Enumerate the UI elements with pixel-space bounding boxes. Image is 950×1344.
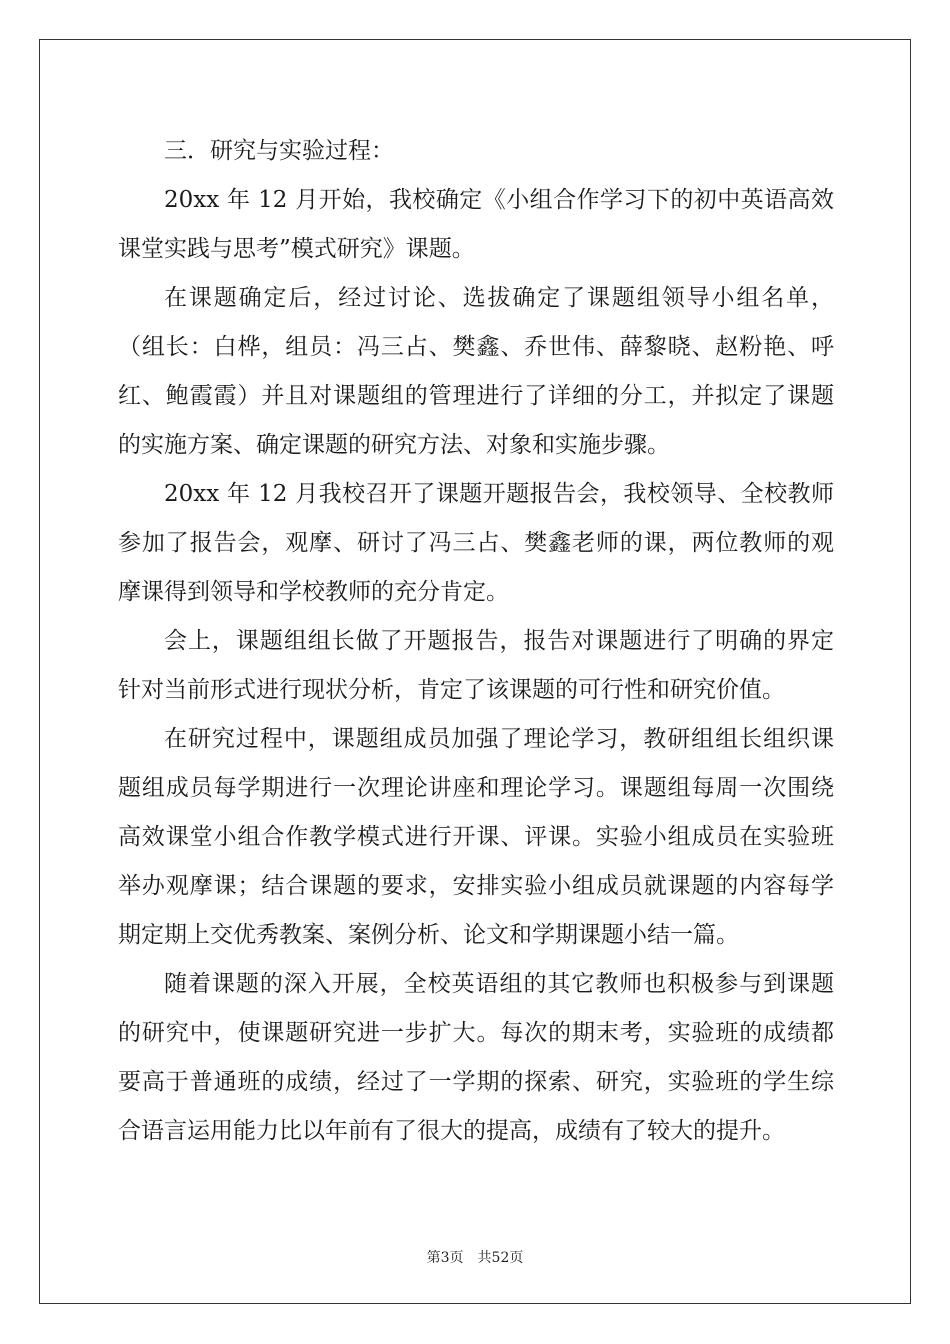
text-line: 参加了报告会，观摩、研讨了冯三占、樊鑫老师的课，两位教师的观 [118, 530, 834, 556]
text-line: 的实施方案、确定课题的研究方法、对象和实施步骤。 [118, 432, 670, 458]
text-line: 红、鲍霞霞）并且对课题组的管理进行了详细的分工，并拟定了课题 [118, 383, 834, 409]
text-line: 要高于普通班的成绩，经过了一学期的探索、研究，实验班的学生综 [118, 1069, 834, 1095]
text-line: 在研究过程中，课题组成员加强了理论学习，教研组组长组织课 [164, 726, 834, 752]
text-line: 在课题确定后，经过讨论、选拔确定了课题组领导小组名单， [164, 285, 834, 311]
text-line: 举办观摩课；结合课题的要求，安排实验小组成员就课题的内容每学 [118, 873, 834, 899]
text-line: 20xx 年 12 月我校召开了课题开题报告会，我校领导、全校教师 [164, 481, 834, 507]
text-line: 的研究中，使课题研究进一步扩大。每次的期末考，实验班的成绩都 [118, 1020, 834, 1046]
text-line: 课堂实践与思考”模式研究》课题。 [118, 236, 475, 262]
text-line: 合语言运用能力比以年前有了很大的提高，成绩有了较大的提升。 [118, 1118, 785, 1144]
document-body [118, 127, 834, 1156]
page-footer [0, 1247, 950, 1267]
text-line: 题组成员每学期进行一次理论讲座和理论学习。课题组每周一次围绕 [118, 775, 834, 801]
total-pages: 共52页 [477, 1250, 524, 1266]
text-line: 三．研究与实验过程： [164, 138, 394, 164]
current-page-number: 第3页 [426, 1250, 464, 1266]
text-line: 会上，课题组组长做了开题报告，报告对课题进行了明确的界定 [164, 628, 834, 654]
text-line: 高效课堂小组合作教学模式进行开课、评课。实验小组成员在实验班 [118, 824, 834, 850]
text-line: 20xx 年 12 月开始，我校确定《小组合作学习下的初中英语高效 [164, 187, 834, 213]
text-line: 随着课题的深入开展，全校英语组的其它教师也积极参与到课题 [164, 971, 834, 997]
text-line: （组长：白桦，组员：冯三占、樊鑫、乔世伟、薛黎晓、赵粉艳、呼 [118, 334, 834, 360]
text-line: 摩课得到领导和学校教师的充分肯定。 [118, 579, 509, 605]
text-line: 针对当前形式进行现状分析，肯定了该课题的可行性和研究价值。 [118, 677, 785, 703]
text-line: 期定期上交优秀教案、案例分析、论文和学期课题小结一篇。 [118, 922, 739, 948]
